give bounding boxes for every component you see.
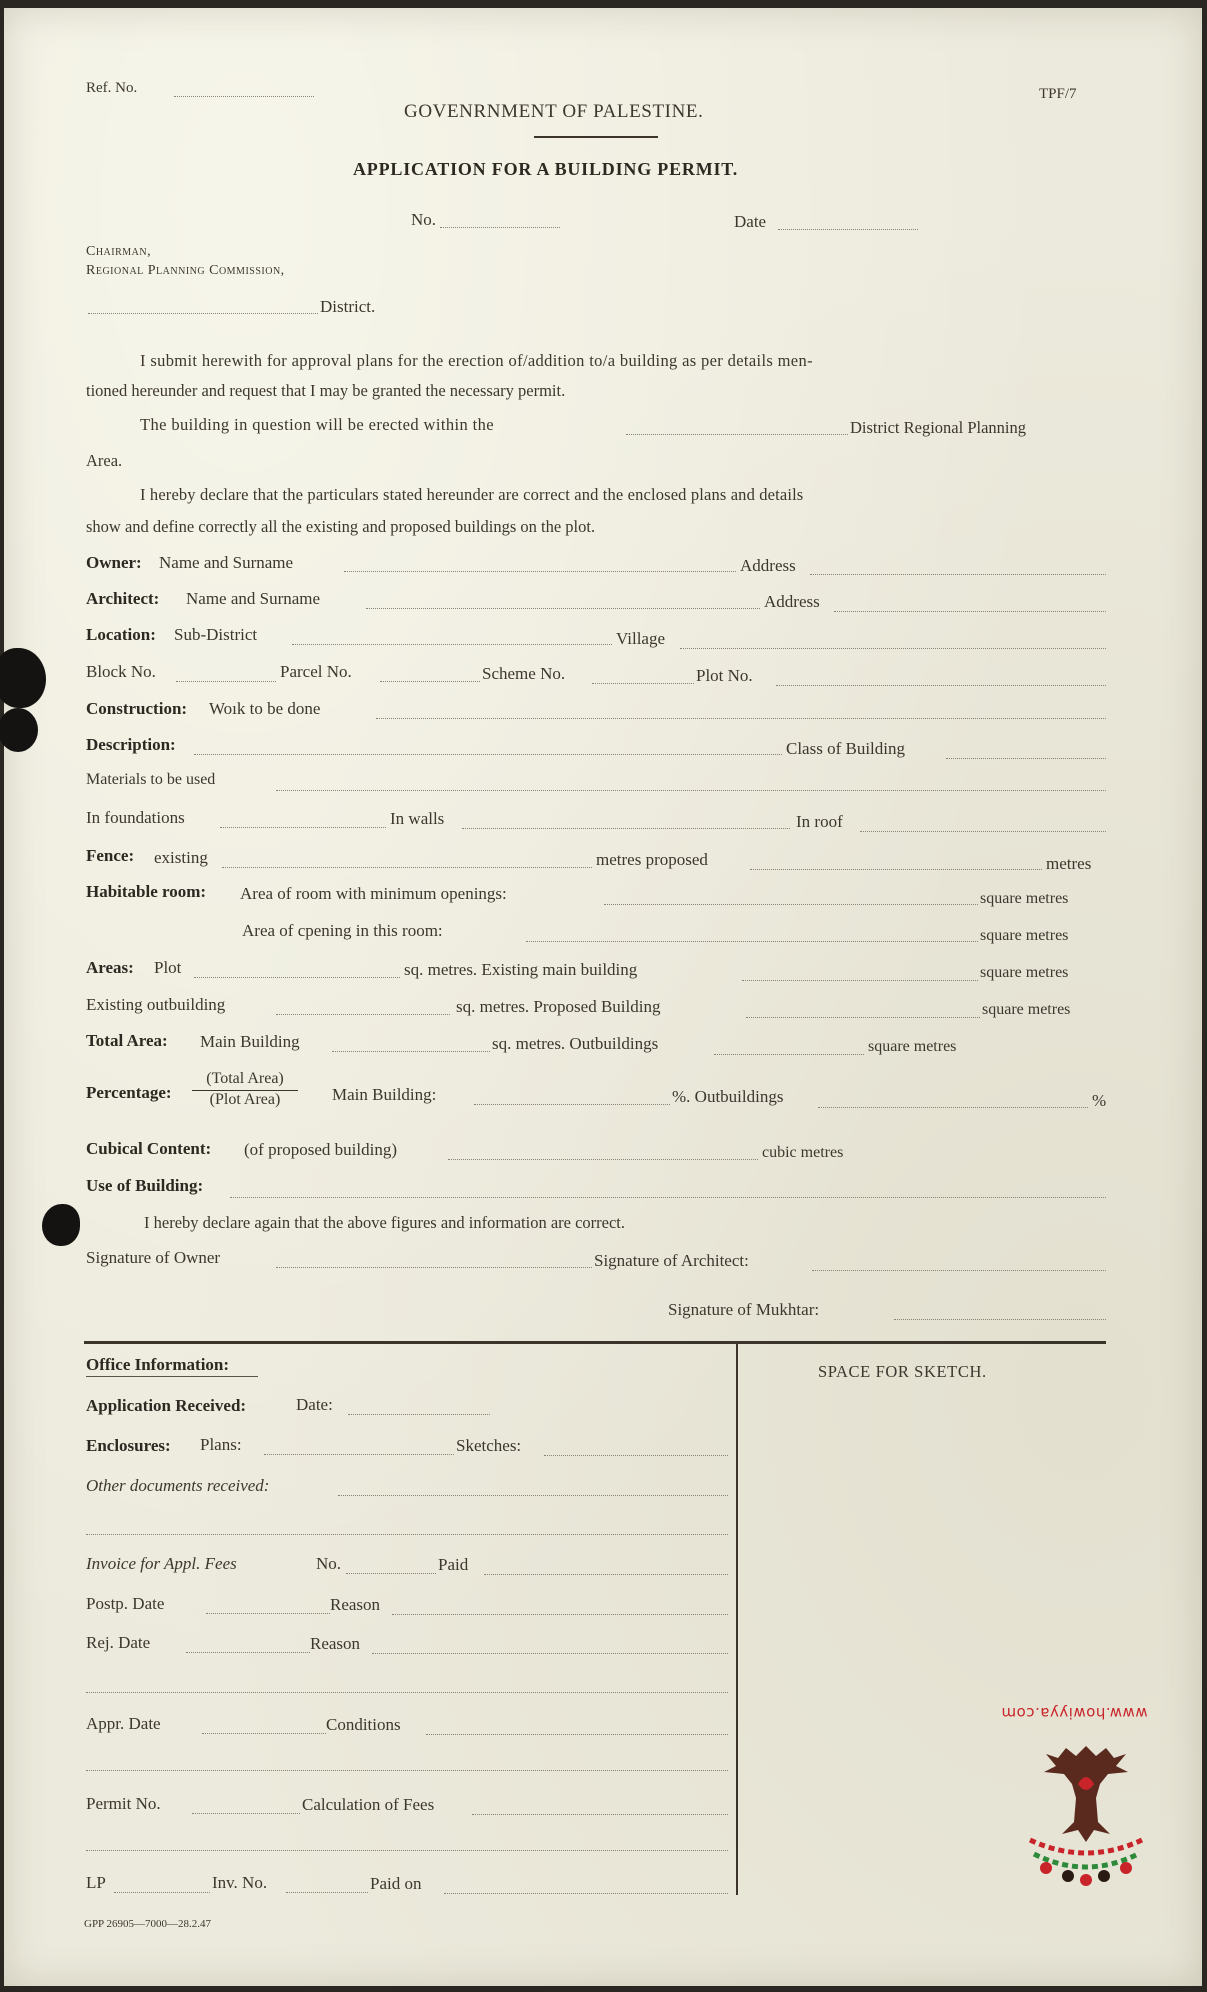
area-opening-field[interactable]: [526, 941, 978, 942]
ink-blot-upper: [0, 648, 46, 708]
postp-label: Postp. Date: [86, 1594, 165, 1613]
existing-main-unit: square metres: [980, 964, 1069, 981]
appr-date-field[interactable]: [202, 1733, 326, 1734]
office-heading-underline: [86, 1376, 258, 1377]
architect-name-label: Name and Surname: [186, 589, 321, 608]
scheme-field[interactable]: [592, 683, 694, 684]
rej-date-field[interactable]: [186, 1652, 310, 1653]
enclosures-label: Enclosures:: [86, 1436, 171, 1455]
intro-p3b: show and define correctly all the existing and proposed buildings on the plot.: [86, 517, 596, 536]
conditions-field-2[interactable]: [86, 1770, 728, 1771]
sig-architect-field[interactable]: [812, 1270, 1106, 1271]
roof-label: In roof: [796, 812, 843, 831]
declare-again: I hereby declare again that the above figures and information are correct.: [144, 1213, 626, 1232]
sketches-label: Sketches:: [456, 1436, 522, 1455]
paid-on-label: Paid on: [370, 1874, 422, 1893]
total-unit: square metres: [868, 1038, 957, 1055]
plot-field[interactable]: [776, 685, 1106, 686]
sig-owner-field[interactable]: [276, 1267, 592, 1268]
areas-label: Areas:: [86, 958, 134, 977]
of-proposed-label: (of proposed building): [244, 1140, 397, 1159]
no-label: No.: [411, 210, 437, 229]
conditions-field[interactable]: [426, 1734, 728, 1735]
ref-label: [86, 80, 137, 97]
village-field[interactable]: [680, 648, 1106, 649]
invoice-label: Invoice for Appl. Fees: [86, 1554, 237, 1573]
rej-reason-field[interactable]: [372, 1653, 728, 1654]
sig-owner-label: Signature of Owner: [86, 1248, 221, 1267]
form-page: [4, 8, 1202, 1986]
work-field[interactable]: [376, 718, 1106, 719]
invoice-no-label: No.: [316, 1554, 342, 1573]
owner-address-field[interactable]: [810, 574, 1106, 575]
office-top-rule: [84, 1341, 1106, 1344]
bead-icon: [1080, 1874, 1092, 1886]
ref-field[interactable]: [174, 96, 314, 97]
owner-name-field[interactable]: [344, 571, 736, 572]
walls-label: In walls: [390, 809, 445, 828]
planning-area-field[interactable]: [626, 434, 848, 435]
total-main-label: Main Building: [200, 1032, 300, 1051]
foundations-field[interactable]: [220, 827, 386, 828]
lp-field[interactable]: [114, 1892, 210, 1893]
cubical-label: Cubical Content:: [86, 1139, 212, 1158]
ink-blot-lower: [42, 1204, 80, 1246]
paid-on-field[interactable]: [444, 1893, 728, 1894]
existing-out-field[interactable]: [276, 1014, 450, 1015]
architect-label: Architect:: [86, 589, 160, 608]
howiyya-tree-logo: [1016, 1726, 1156, 1896]
habitable-label: Habitable room:: [86, 882, 207, 901]
print-code: GPP 26905—7000—28.2.47: [84, 1918, 212, 1930]
form-title: APPLICATION FOR A BUILDING PERMIT.: [353, 159, 739, 179]
permit-no-field[interactable]: [192, 1813, 300, 1814]
intro-p1a: I submit herewith for approval plans for the erection of/addition to/a building as per details men-: [140, 351, 813, 370]
sketches-field[interactable]: [544, 1455, 728, 1456]
government-heading: GOVENRNMENT OF PALESTINE.: [404, 101, 704, 122]
calc-fees-field[interactable]: [472, 1814, 728, 1815]
fence-proposed-field[interactable]: [750, 869, 1042, 870]
intro-p3a: I hereby declare that the particulars stated hereunder are correct and the enclosed plans and details: [140, 485, 804, 504]
rej-label: Rej. Date: [86, 1633, 151, 1652]
fence-metres-proposed-label: metres proposed: [596, 850, 708, 869]
sig-mukhtar-label: Signature of Mukhtar:: [668, 1300, 820, 1319]
bead-icon: [1098, 1870, 1110, 1882]
sig-mukhtar-field[interactable]: [894, 1319, 1106, 1320]
construction-label: Construction:: [86, 699, 188, 718]
tree-trunk-icon: [1044, 1746, 1128, 1842]
work-label: Woık to be done: [209, 699, 321, 718]
plans-field[interactable]: [264, 1454, 454, 1455]
invoice-no-field[interactable]: [346, 1573, 436, 1574]
owner-label: Owner:: [86, 553, 142, 572]
permit-no-label: Permit No.: [86, 1794, 161, 1813]
sub-district-label: Sub-District: [174, 625, 258, 644]
pct-main-field[interactable]: [474, 1104, 670, 1105]
intro-p1b: tioned hereunder and request that I may be granted the necessary permit.: [86, 381, 566, 400]
block-label: Block No.: [86, 662, 156, 681]
addressee-chairman: Chairman,: [86, 244, 152, 259]
rej-reason-field-2[interactable]: [86, 1692, 728, 1693]
fence-existing-label: existing: [154, 848, 208, 867]
architect-address-label: Address: [764, 592, 820, 611]
use-field[interactable]: [230, 1197, 1106, 1198]
calc-fees-label: Calculation of Fees: [302, 1795, 435, 1814]
existing-main-label: sq. metres. Existing main building: [404, 960, 638, 979]
fraction-denominator: (Plot Area): [209, 1091, 281, 1108]
district-field[interactable]: [88, 313, 318, 314]
proposed-field[interactable]: [746, 1017, 980, 1018]
date-field[interactable]: [778, 229, 918, 230]
village-label: Village: [616, 629, 666, 648]
fence-label: Fence:: [86, 846, 135, 865]
sig-architect-label: Signature of Architect:: [594, 1251, 749, 1270]
existing-out-label: Existing outbuilding: [86, 995, 226, 1014]
area-room-field[interactable]: [604, 904, 978, 905]
postp-reason-label: Reason: [330, 1595, 381, 1614]
form-code: TPF/7: [1039, 86, 1077, 102]
plot-area-field[interactable]: [194, 977, 400, 978]
pct-sign: %: [1092, 1091, 1107, 1110]
pct-out-label: %. Outbuildings: [672, 1087, 784, 1106]
invoice-paid-label: Paid: [438, 1555, 469, 1574]
fence-existing-field[interactable]: [222, 867, 592, 868]
cubical-field[interactable]: [448, 1159, 758, 1160]
architect-name-field[interactable]: [366, 608, 760, 609]
pct-main-label: Main Building:: [332, 1085, 437, 1104]
class-label: Class of Building: [786, 739, 906, 758]
total-out-label: sq. metres. Outbuildings: [492, 1034, 659, 1053]
cubic-unit: cubic metres: [762, 1144, 844, 1161]
heading-rule: [534, 136, 658, 138]
postp-reason-field[interactable]: [392, 1614, 728, 1615]
received-label: Application Received:: [86, 1396, 247, 1415]
no-field[interactable]: [440, 227, 560, 228]
intro-p2c: Area.: [86, 451, 123, 470]
percentage-fraction: [188, 1070, 302, 1109]
parcel-field[interactable]: [380, 681, 480, 682]
area-opening-label: Area of cpening in this room:: [242, 921, 443, 940]
district-label: District.: [320, 297, 376, 316]
office-heading: Office Information:: [86, 1355, 230, 1374]
architect-address-field[interactable]: [834, 611, 1106, 612]
conditions-label: Conditions: [326, 1715, 401, 1734]
sketch-space-label: SPACE FOR SKETCH.: [818, 1362, 987, 1381]
plans-label: Plans:: [200, 1435, 242, 1454]
scheme-label: Scheme No.: [482, 664, 566, 683]
total-out-field[interactable]: [714, 1054, 864, 1055]
roof-field[interactable]: [860, 831, 1106, 832]
class-field[interactable]: [946, 758, 1106, 759]
materials-label: Materials to be used: [86, 771, 216, 788]
watermark-url: www.howiyya.com: [1001, 1704, 1148, 1722]
intro-p2b: District Regional Planning: [850, 418, 1026, 437]
area-room-label: Area of room with minimum openings:: [240, 884, 507, 903]
invoice-paid-field[interactable]: [484, 1574, 728, 1575]
total-main-field[interactable]: [332, 1051, 490, 1052]
description-field[interactable]: [194, 754, 782, 755]
fraction-numerator: (Total Area): [206, 1070, 284, 1087]
pct-out-field[interactable]: [818, 1107, 1088, 1108]
addressee-commission: Regional Planning Commission,: [86, 263, 285, 278]
inv-no-label: Inv. No.: [212, 1873, 268, 1892]
area-opening-unit: square metres: [980, 927, 1069, 944]
percentage-label: Percentage:: [86, 1083, 172, 1102]
location-label: Location:: [86, 625, 156, 644]
foundations-label: In foundations: [86, 808, 185, 827]
rej-reason-label: Reason: [310, 1634, 361, 1653]
lp-label: LP: [86, 1873, 106, 1892]
total-area-label: Total Area:: [86, 1031, 168, 1050]
plot-area-label: Plot: [154, 958, 182, 977]
inv-no-field[interactable]: [286, 1892, 368, 1893]
proposed-unit: square metres: [982, 1001, 1071, 1018]
other-docs-label: Other documents received:: [86, 1476, 270, 1495]
block-field[interactable]: [176, 681, 276, 682]
existing-main-field[interactable]: [742, 980, 978, 981]
materials-field[interactable]: [276, 790, 1106, 791]
other-docs-field[interactable]: [338, 1495, 728, 1496]
owner-address-label: Address: [740, 556, 796, 575]
parcel-label: Parcel No.: [280, 662, 352, 681]
area-room-unit: square metres: [980, 890, 1069, 907]
received-date-label: Date:: [296, 1395, 333, 1414]
date-label: Date: [734, 212, 767, 231]
ink-blot-upper-2: [0, 708, 38, 752]
sub-district-field[interactable]: [292, 644, 612, 645]
other-docs-field-2[interactable]: [86, 1534, 728, 1535]
description-label: Description:: [86, 735, 176, 754]
calc-fees-field-2[interactable]: [86, 1850, 728, 1851]
bead-icon: [1120, 1862, 1132, 1874]
owner-name-label: Name and Surname: [159, 553, 294, 572]
bead-icon: [1062, 1870, 1074, 1882]
plot-label: Plot No.: [696, 666, 753, 685]
intro-p2a: The building in question will be erected within the: [140, 415, 494, 434]
appr-label: Appr. Date: [86, 1714, 161, 1733]
use-label: Use of Building:: [86, 1176, 204, 1195]
proposed-label: sq. metres. Proposed Building: [456, 997, 661, 1016]
ref-label-text: Ref. No.: [86, 80, 138, 96]
postp-date-field[interactable]: [206, 1613, 330, 1614]
office-divider: [736, 1343, 738, 1895]
walls-field[interactable]: [462, 828, 790, 829]
received-date-field[interactable]: [348, 1414, 490, 1415]
fence-metres-label: metres: [1046, 854, 1092, 873]
bead-icon: [1040, 1862, 1052, 1874]
